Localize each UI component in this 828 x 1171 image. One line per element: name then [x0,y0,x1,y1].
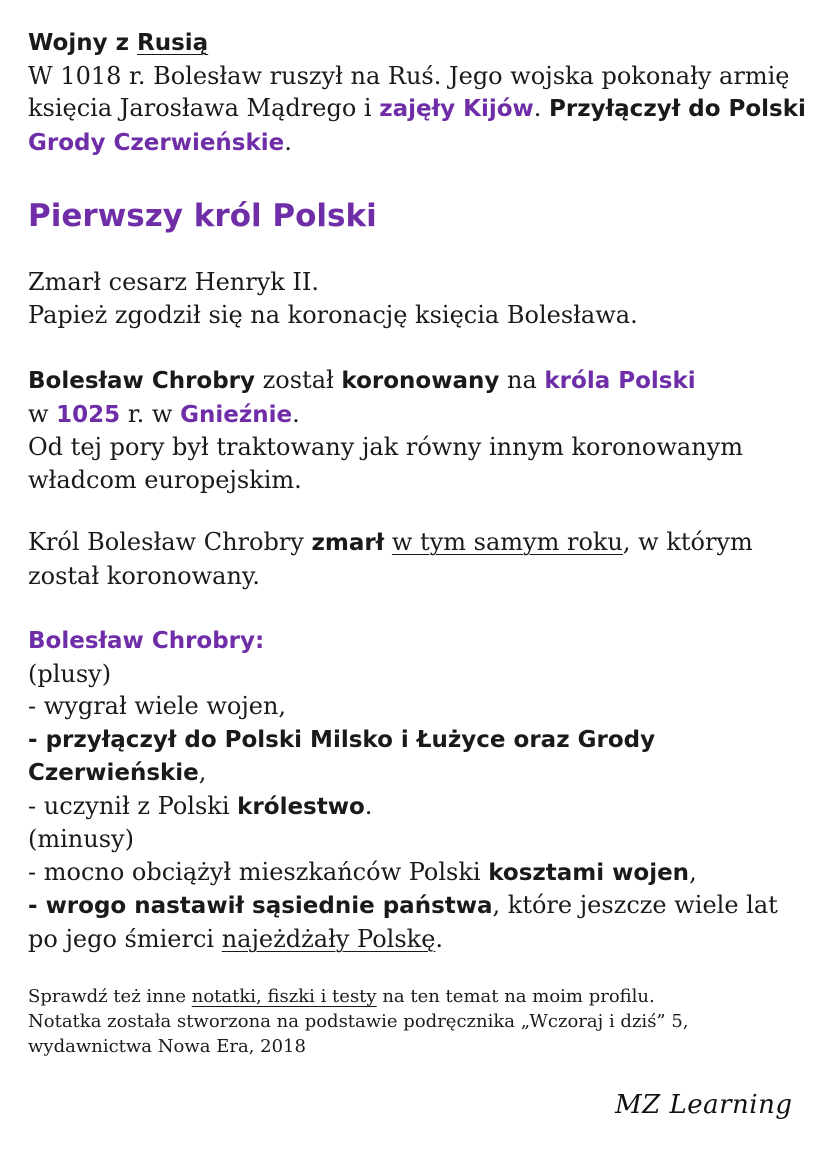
section-death [28,526,808,592]
wars-text: W 1018 r. Bolesław ruszył na Ruś. Jego wojska pokonały armię księcia Jarosława Mądrego i [28,61,790,122]
intro-line2: Papież zgodził się na koronację księcia Bolesława. [28,300,638,329]
title-prefix: Wojny z [28,30,138,56]
rus-link[interactable]: Rusią [137,30,209,56]
profile-link[interactable]: notatki, fiszki i testy [191,986,377,1007]
text: Król Bolesław Chrobry [28,528,312,556]
text-dot: . [533,94,550,122]
section-summary [28,624,808,955]
section-coronation [28,364,808,496]
text: r. w [120,399,181,428]
brand-logo: MZ Learning [615,1090,793,1120]
plus-item-1: - wygrał wiele wojen, [28,692,287,720]
text: , które jeszcze wiele lat po jego śmierci [28,891,778,953]
minus-item-1 [28,856,808,890]
died-bold: zmarł [311,530,385,556]
text: . [292,399,300,428]
summary-title-text: Bolesław Chrobry: [28,628,265,654]
same-year-underline: w tym samym roku [391,528,623,556]
intro-line1: Zmarł cesarz Henryk II. [28,268,320,296]
dash: - [28,726,46,753]
text: - mocno obciążył mieszkańców Polski [28,857,489,886]
grody-highlight: Grody Czerwieńskie [28,129,285,156]
minus2-bold: wrogo nastawił sąsiednie państwa [45,893,493,919]
text: - uczynił z Polski [28,791,238,820]
text: na ten temat na moim profilu. [376,986,655,1007]
text-end: . [284,127,292,156]
kiev-highlight: zajęły Kijów [379,96,534,122]
text: , w którym został koronowany. [28,528,753,590]
text: , [689,857,697,886]
death-line [28,526,808,592]
plus2-bold: przyłączył do Polski Milsko i Łużyce oraz Grody Czerwieńskie [28,726,656,786]
plus-label: (plusy) [28,659,112,688]
plus-item-2 [28,723,808,790]
page-heading: Pierwszy król Polski [28,198,377,234]
summary-title [28,624,808,658]
text: na [499,366,545,394]
annex-bold: Przyłączył do Polski [549,96,806,122]
text: , [198,758,207,786]
dash: - [28,893,46,919]
text: . [435,924,444,953]
text: został [255,366,342,394]
coronation-line [28,364,808,431]
minus-label: (minusy) [28,825,134,853]
text: Sprawdź też inne [28,986,192,1007]
minus-item-2 [28,889,808,955]
coronation-line2: Od tej pory był traktowany jak równy innym koronowanym władcom europejskim. [28,433,743,494]
minus1-bold: kosztami wojen [488,859,690,886]
footer-line1 [28,984,808,1009]
section-title [28,26,808,60]
year-highlight: 1025 [56,401,121,428]
text: . [364,791,373,820]
section-wars [28,26,808,159]
wars-paragraph [28,60,808,160]
plus-item-3 [28,790,808,824]
minus2-underline: najeżdżały Polskę [221,924,436,953]
text [384,528,392,556]
king-highlight: króla Polski [544,368,696,394]
footer-line2: Notatka została stworzona na podstawie podręcznika „Wczoraj i dziś” 5, wydawnictwa Nowa Era, 2018 [28,1011,689,1057]
footer-note [28,984,808,1059]
section-intro [28,266,638,331]
plus3-bold: królestwo [237,793,365,820]
city-highlight: Gnieźnie [180,401,293,428]
crowned-bold: koronowany [341,368,500,394]
king-name: Bolesław Chrobry [28,368,256,394]
text: w [28,399,57,428]
